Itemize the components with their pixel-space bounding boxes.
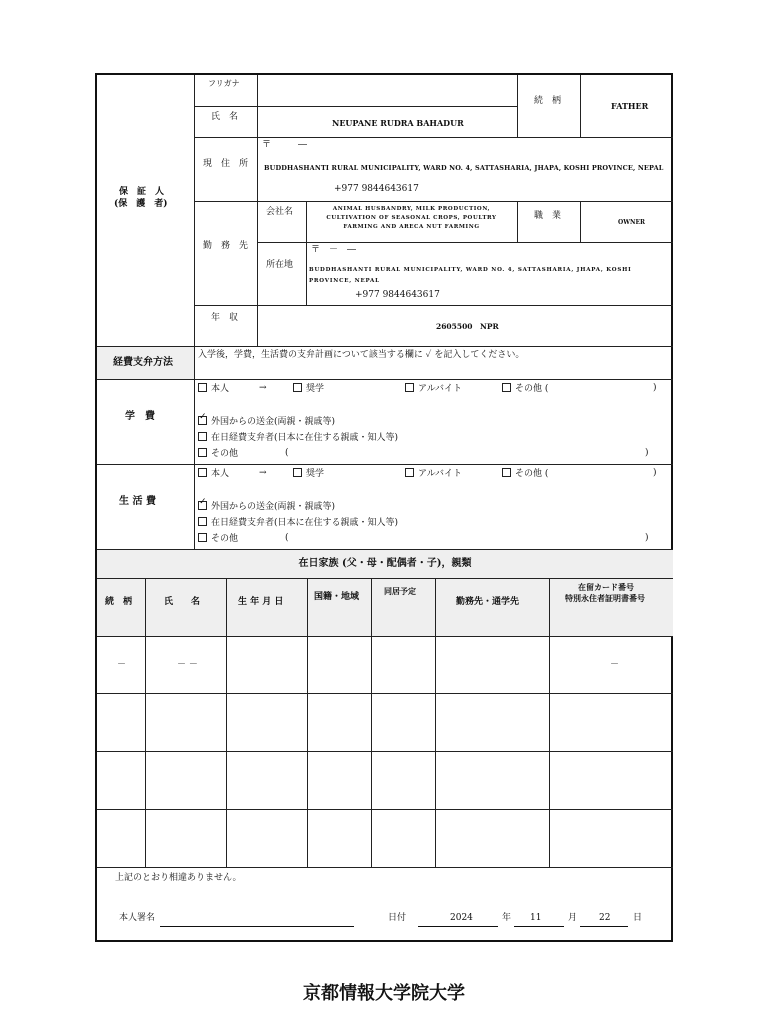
living-options — [194, 464, 673, 549]
income-label: 年 収 — [211, 313, 239, 323]
income-input[interactable] — [257, 305, 673, 346]
relation-value: FATHER — [611, 101, 649, 111]
address-input[interactable] — [257, 137, 673, 201]
income-value: 2605500 NPR — [436, 322, 499, 331]
work-address-input[interactable] — [306, 242, 673, 305]
month-unit: 月 — [568, 913, 578, 923]
open-paren: ( — [285, 448, 289, 458]
occupation-label-cell — [517, 201, 580, 242]
work-address-label: 所在地 — [266, 260, 294, 270]
company-label: 会社名 — [266, 207, 294, 217]
furigana-label-cell — [194, 75, 257, 106]
work-address-value: BUDDHASHANTI RURAL MUNICIPALITY, WARD NO. 4, SATTASHARIA, JHAPA, KOSHI PROVINCE, NEPAL — [309, 267, 632, 284]
family-row-cell[interactable] — [435, 809, 549, 867]
section-label-line2: (保 護 者) — [114, 199, 168, 209]
checkbox-icon[interactable] — [502, 468, 511, 477]
work-label: 勤 務 先 — [203, 241, 249, 251]
header-dob: 生 年 月 日 — [226, 578, 307, 636]
income-label-cell — [194, 305, 257, 346]
family-row-cell[interactable] — [549, 751, 673, 809]
family-row-cell[interactable] — [371, 751, 435, 809]
address-value: BUDDHASHANTI RURAL MUNICIPALITY, WARD NO. 4, SATTASHARIA, JHAPA, KOSHI PROVINCE, NEPAL — [264, 164, 664, 172]
family-row1-dob[interactable] — [226, 636, 307, 693]
header-cohabit: 同居予定 — [371, 578, 435, 636]
relation-label-cell — [517, 75, 580, 137]
family-row-cell[interactable] — [307, 809, 371, 867]
checked-checkbox-icon[interactable] — [198, 416, 207, 425]
day-unit: 日 — [633, 913, 643, 923]
checkbox-icon[interactable] — [198, 533, 207, 542]
family-row-cell[interactable] — [307, 693, 371, 751]
checkbox-icon[interactable] — [502, 383, 511, 392]
tuition-other-option[interactable]: その他 — [198, 449, 238, 459]
family-row1-cohabit[interactable] — [371, 636, 435, 693]
living-scholarship-option[interactable]: 奨学 — [293, 469, 324, 479]
family-row1-name[interactable]: － － — [145, 636, 226, 693]
living-japan-supporter-option[interactable]: 在日経費支弁者(日本に在住する親戚・知人等) — [198, 518, 398, 528]
furigana-label: フリガナ — [208, 79, 240, 88]
living-remittance-option[interactable]: ✓外国からの送金(両親・親戚等) — [198, 502, 335, 512]
name-input[interactable] — [257, 106, 517, 137]
living-label-cell — [97, 464, 194, 549]
living-other-option[interactable]: その他 — [198, 534, 238, 544]
family-row-cell[interactable] — [145, 809, 226, 867]
tuition-scholarship-option[interactable]: 奨学 — [293, 384, 324, 394]
work-label-cell — [194, 201, 257, 305]
section-label-line1: 保 証 人 — [119, 187, 165, 197]
name-label-cell — [194, 106, 257, 137]
header-nationality: 国籍・地域 — [307, 578, 371, 636]
work-phone: +977 9844643617 — [355, 290, 440, 300]
day-value[interactable]: 22 — [599, 913, 611, 923]
month-value[interactable]: 11 — [530, 913, 542, 923]
relation-value-cell[interactable] — [580, 75, 673, 137]
occupation-value: OWNER — [618, 219, 646, 226]
family-row-cell[interactable] — [435, 751, 549, 809]
tuition-remittance-option[interactable]: ✓外国からの送金(両親・親戚等) — [198, 417, 335, 427]
statement: 上記のとおり相違ありません。 — [115, 873, 242, 883]
checked-checkbox-icon[interactable] — [198, 501, 207, 510]
occupation-label: 職 業 — [534, 211, 562, 221]
address-label-cell — [194, 137, 257, 201]
work-address-label-cell — [257, 242, 306, 305]
living-self-option[interactable]: 本人 — [198, 469, 229, 479]
company-input[interactable] — [306, 201, 517, 242]
checkbox-icon[interactable] — [405, 468, 414, 477]
company-value: ANIMAL HUSBANDRY, MILK PRODUCTION, CULTIVATION OF SEASONAL CROPS, POULTRY FARMING AND ARECA NUT FARMING — [326, 206, 497, 230]
method-label: 経費支弁方法 — [113, 357, 173, 368]
method-instruction: 入学後，学費，生活費の支弁計画について該当する欄に ✓ を記入してください。 — [198, 350, 525, 360]
guarantor-form — [95, 73, 673, 942]
family-row-cell[interactable] — [97, 693, 145, 751]
signature-area — [97, 867, 673, 942]
address-label: 現 住 所 — [203, 159, 249, 169]
family-row1-workplace[interactable] — [435, 636, 549, 693]
tuition-parttime-option[interactable]: アルバイト — [405, 384, 462, 394]
close-paren: ) — [645, 448, 649, 458]
furigana-input[interactable] — [257, 75, 517, 106]
signature-label: 本人署名 — [119, 913, 156, 923]
family-row-cell[interactable] — [435, 693, 549, 751]
occupation-input[interactable] — [580, 201, 673, 242]
arrow: → — [259, 468, 267, 478]
header-workplace: 勤務先・通学先 — [435, 578, 549, 636]
family-row-cell[interactable] — [226, 809, 307, 867]
close-paren: ) — [645, 533, 649, 543]
header-name: 氏 名 — [145, 578, 226, 636]
tuition-japan-supporter-option[interactable]: 在日経費支弁者(日本に在住する親戚・知人等) — [198, 433, 398, 443]
arrow: → — [259, 383, 267, 393]
name-label: 氏 名 — [211, 112, 239, 122]
date-label: 日付 — [388, 913, 407, 923]
year-value[interactable]: 2024 — [450, 913, 473, 923]
university-name: 京都情報大学院大学 — [303, 983, 465, 1004]
relation-label: 続 柄 — [534, 96, 562, 106]
checkbox-icon[interactable] — [198, 432, 207, 441]
month-line — [514, 926, 564, 927]
tuition-label: 学 費 — [125, 411, 155, 422]
living-label: 生 活 費 — [119, 496, 156, 507]
family-row-cell[interactable] — [549, 693, 673, 751]
tuition-self-option[interactable]: 本人 — [198, 384, 229, 394]
checkbox-icon[interactable] — [198, 383, 207, 392]
open-paren: ( — [285, 533, 289, 543]
year-unit: 年 — [502, 913, 512, 923]
year-line — [418, 926, 498, 927]
header-card: 在留カード番号 特別永住者証明書番号 — [549, 578, 673, 636]
family-row-cell[interactable] — [97, 751, 145, 809]
address-postal: 〒 ― — [262, 140, 308, 150]
signature-line[interactable] — [160, 926, 354, 927]
family-row1-relation[interactable]: － — [97, 636, 145, 693]
header-relation: 続 柄 — [97, 578, 145, 636]
checkbox-icon[interactable] — [293, 468, 302, 477]
family-row-cell[interactable] — [549, 809, 673, 867]
checkbox-icon[interactable] — [198, 468, 207, 477]
name-value: NEUPANE RUDRA BAHADUR — [332, 118, 464, 128]
method-instruction-cell — [194, 346, 673, 379]
family-row-cell[interactable] — [226, 693, 307, 751]
family-row-cell[interactable] — [307, 751, 371, 809]
close-paren: ) — [653, 468, 657, 478]
tuition-label-cell — [97, 379, 194, 464]
checkbox-icon[interactable] — [198, 448, 207, 457]
family-title-cell — [97, 549, 673, 578]
checkbox-icon[interactable] — [405, 383, 414, 392]
family-row-cell[interactable] — [226, 751, 307, 809]
living-parttime-option[interactable]: アルバイト — [405, 469, 462, 479]
living-other-paren-option[interactable]: その他 ( — [502, 469, 548, 479]
checkbox-icon[interactable] — [293, 383, 302, 392]
guarantor-section-label — [97, 75, 194, 346]
tuition-options — [194, 379, 673, 464]
family-row-cell[interactable] — [371, 809, 435, 867]
day-line — [580, 926, 628, 927]
family-row-cell[interactable] — [145, 751, 226, 809]
family-row1-card[interactable]: － — [549, 636, 673, 693]
family-row1-nationality[interactable] — [307, 636, 371, 693]
family-row-cell[interactable] — [97, 809, 145, 867]
family-row-cell[interactable] — [145, 693, 226, 751]
close-paren: ) — [653, 383, 657, 393]
work-postal: 〒 － ― — [311, 245, 357, 255]
family-title: 在日家族 (父・母・配偶者・子)，親類 — [298, 558, 472, 569]
tuition-other-paren-option[interactable]: その他 ( — [502, 384, 548, 394]
method-label-cell — [97, 346, 194, 379]
checkbox-icon[interactable] — [198, 517, 207, 526]
family-row-cell[interactable] — [371, 693, 435, 751]
address-phone: +977 9844643617 — [334, 184, 419, 194]
company-label-cell — [257, 201, 306, 242]
